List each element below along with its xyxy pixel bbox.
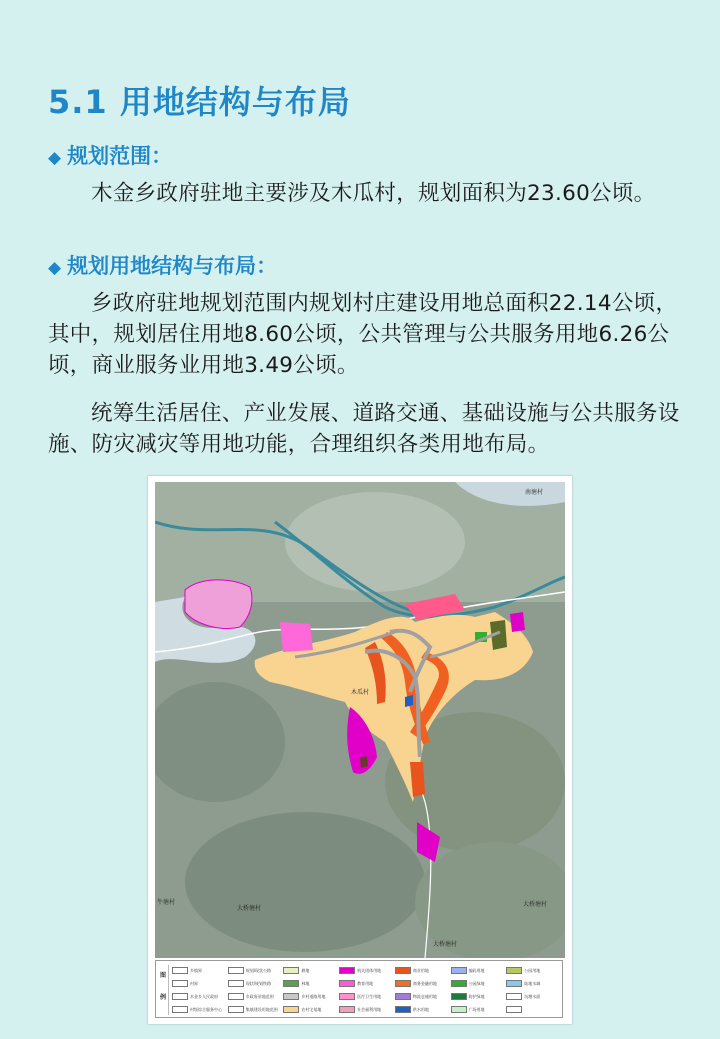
legend-item [283, 964, 337, 977]
place-label: 南塘村 [525, 489, 544, 496]
legend-label: 商务金融用地 [412, 981, 437, 986]
diamond-bullet-icon: ◆ [48, 258, 62, 278]
legend-swatch [172, 967, 188, 974]
layout-paragraph: 乡政府驻地规划范围内规划村庄建设用地总面积22.14公顷，其中，规划居住用地8.60公顷，公共管理与公共服务用地6.26公顷，商业服务业用地3.49公顷。 [48, 291, 678, 378]
legend-swatch [395, 967, 411, 974]
section-heading-scope [48, 141, 172, 173]
legend-title: 图例 [158, 965, 169, 1015]
landuse-other [360, 756, 368, 768]
legend-swatch [451, 1006, 467, 1013]
legend-label: 村级综合服务中心 [190, 1007, 222, 1012]
legend-swatch [339, 1006, 355, 1013]
place-label: 大桥塘村 [433, 941, 458, 948]
legend-label: 编码用地 [468, 968, 485, 973]
section-heading-label: 规划用地结构与布局： [67, 254, 278, 278]
place-label: 牛塘村 [157, 899, 176, 906]
landuse-institutional [510, 612, 525, 632]
legend-swatch [506, 967, 522, 974]
legend-swatch [506, 980, 522, 987]
legend-label: 村界 [190, 981, 198, 986]
legend-swatch [283, 993, 299, 1000]
legend-label: 物流仓储用地 [412, 994, 437, 999]
legend-item [172, 990, 226, 1003]
valley [285, 492, 465, 592]
legend-item [451, 977, 505, 990]
map-legend [155, 960, 563, 1018]
diamond-bullet-icon: ◆ [48, 148, 62, 168]
page-title: 5.1 用地结构与布局 [48, 83, 351, 121]
scope-paragraph: 木金乡政府驻地主要涉及木瓜村，规划面积为23.60公顷。 [91, 181, 656, 206]
legend-label: 耕地 [301, 968, 310, 973]
legend-label: 供水用地 [412, 1007, 429, 1012]
legend-item [172, 1003, 226, 1016]
legend-item [339, 964, 393, 977]
legend-label: 机关团体用地 [357, 968, 382, 973]
legend-label: 木金乡人民政府 [190, 994, 218, 999]
legend-label: 广场用地 [468, 1007, 485, 1012]
legend-label: 乡村道路用地 [301, 994, 326, 999]
land-use-map [148, 476, 572, 1024]
legend-item [283, 977, 337, 990]
legend-item [283, 990, 337, 1003]
legend-swatch [228, 980, 244, 987]
legend-label: 农村宅基地 [301, 1007, 322, 1012]
legend-item [228, 964, 282, 977]
legend-swatch [283, 980, 299, 987]
legend-swatch [228, 993, 244, 1000]
legend-item [339, 1003, 393, 1016]
section-heading-layout [48, 251, 277, 283]
legend-item [506, 964, 560, 977]
legend-label: 集镇建设用地范围 [245, 1007, 278, 1012]
legend-item [339, 990, 393, 1003]
landuse-water-supply [405, 695, 413, 707]
legend-item [451, 990, 505, 1003]
map-image [155, 482, 565, 958]
legend-item [451, 964, 505, 977]
legend-item [506, 1003, 560, 1016]
legend-swatch [172, 980, 188, 987]
legend-item [172, 977, 226, 990]
legend-grid [172, 964, 560, 1015]
legend-label: 商业用地 [412, 968, 429, 973]
legend-item [506, 990, 560, 1003]
section-heading-label: 规划范围： [67, 144, 173, 168]
legend-swatch [339, 967, 355, 974]
legend-item [506, 977, 560, 990]
legend-item [395, 977, 449, 990]
legend-label: 防护绿地 [468, 994, 485, 999]
legend-swatch [451, 993, 467, 1000]
legend-swatch [451, 967, 467, 974]
legend-label: 乡政府驻地范围 [245, 994, 274, 999]
legend-label: 规划/现状公路 [245, 968, 272, 973]
legend-swatch [339, 993, 355, 1000]
place-label: 木瓜村 [351, 689, 370, 696]
legend-swatch [451, 980, 467, 987]
legend-item [228, 1003, 282, 1016]
legend-swatch [228, 1006, 244, 1013]
legend-label: 社会福利用地 [357, 1007, 382, 1012]
place-label: 大桥塘村 [523, 901, 548, 908]
legend-label: 乡镇界 [190, 968, 202, 973]
legend-item [395, 1003, 449, 1016]
place-label: 大桥塘村 [237, 905, 262, 912]
legend-item [283, 1003, 337, 1016]
legend-swatch [395, 980, 411, 987]
legend-swatch [506, 993, 522, 1000]
legend-label: 现状/规划铁路 [245, 981, 272, 986]
legend-swatch [172, 993, 188, 1000]
landuse-education [280, 622, 313, 652]
legend-item [172, 964, 226, 977]
legend-item [228, 977, 282, 990]
legend-item [451, 1003, 505, 1016]
legend-item [395, 990, 449, 1003]
legend-swatch [172, 1006, 188, 1013]
legend-label: 公园绿地 [468, 981, 485, 986]
legend-item [395, 964, 449, 977]
legend-swatch [506, 1006, 522, 1013]
legend-label: 林地 [301, 981, 310, 986]
legend-label: 陆地水域 [524, 981, 541, 986]
legend-label: 公园用地 [524, 968, 541, 973]
legend-label: 医疗卫生用地 [357, 994, 382, 999]
legend-swatch [395, 1006, 411, 1013]
hill [185, 812, 425, 952]
layout-paragraph-2: 统筹生活居住、产业发展、道路交通、基础设施与公共服务设施、防灾减灾等用地功能，合理组织各类用地布局。 [48, 401, 680, 457]
legend-label: 坑塘水面 [524, 994, 541, 999]
legend-swatch [395, 993, 411, 1000]
legend-swatch [283, 967, 299, 974]
legend-swatch [283, 1006, 299, 1013]
legend-label: 教育用地 [357, 981, 374, 986]
legend-item [228, 990, 282, 1003]
legend-swatch [339, 980, 355, 987]
legend-swatch [228, 967, 244, 974]
legend-item [339, 977, 393, 990]
